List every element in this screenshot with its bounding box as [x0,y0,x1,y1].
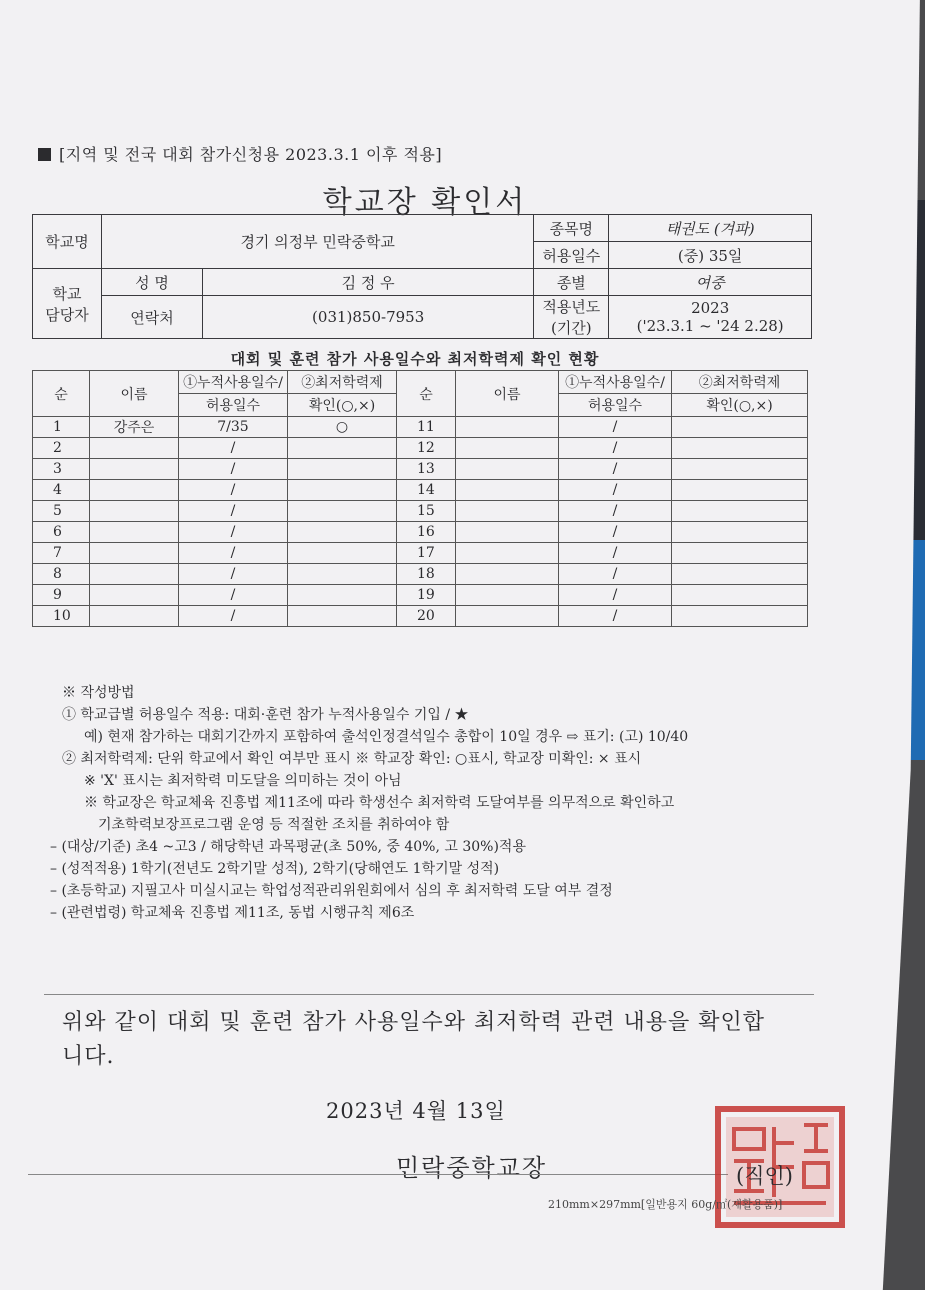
cell-days: / [179,522,288,543]
cell-no2: 20 [397,606,456,627]
col-days-2: ①누적사용일수/ [559,371,672,394]
cell-days2: / [559,606,672,627]
writing-instructions: ※ 작성방법 ① 학교급별 허용일수 적용: 대회·훈련 참가 누적사용일수 기입 / ★ 예) 현재 참가하는 대회기간까지 포함하여 출석인정결석일수 총합이 10일 경우 ⇨ 표기: (고) 10/40 ② 최저학력제: 단위 학교에서 확인 여부만 표시 ※ 학교장 확인: ○표시, 학교장 미확인: × 표시 ※ 'X' 표시는 최저학력 미도달을 의미하는 것이 아님 ※ 학교장은 학교체육 진흥법 제11조에 따라 학생선수 최저학력 도달여부를 의무적으로 확인하고 기초학력보장프로그램 운영 등 적절한 조치를 취하여야 함 – (대상/기준) 초4 ~고3 / 해당학년 과목평균(초 50%, 중 40%, 고 30%)적용 – (성적적용) 1학기(전년도 2학기말 성적), 2학기(당해연도 1학기말 성적) – (초등학교) 지필고사 미실시교는 학업성적관리위원회에서 심의 후 최저학력 도달 여부 결정 – (관련법령) 학교체육 진흥법 제11조, 동법 시행규칙 제6조 [62,682,688,924]
cell-academic2 [672,480,808,501]
cell-no2: 19 [397,585,456,606]
usage-rows [33,417,808,627]
cell-no: 6 [33,522,90,543]
cell-no2: 17 [397,543,456,564]
cell-days2: / [559,564,672,585]
paper-spec: 210mm×297mm[일반용지 60g/㎡(재활용품)] [548,1198,783,1211]
cell-name [90,459,179,480]
cell-no: 5 [33,501,90,522]
name-label: 성 명 [102,269,203,296]
cell-days2: / [559,417,672,438]
allowed-days-label: 허용일수 [534,242,609,269]
cell-name2 [456,417,559,438]
table-row [33,543,808,564]
cell-name2 [456,459,559,480]
sport-value: 태권도 (겨파) [609,215,812,242]
table-row [33,459,808,480]
cell-days: / [179,438,288,459]
cell-days: / [179,585,288,606]
notes-title: ※ 작성방법 [62,685,135,701]
phone-value: (031)850-7953 [203,296,534,339]
sport-label: 종목명 [534,215,609,242]
table-row [33,501,808,522]
cell-academic2 [672,606,808,627]
cell-name [90,522,179,543]
allowed-days-value: (중) 35일 [609,242,812,269]
document-header-note: [지역 및 전국 대회 참가신청용 2023.3.1 이후 적용] [38,142,442,165]
cell-name2 [456,606,559,627]
cell-days: / [179,459,288,480]
cell-days2: / [559,585,672,606]
cell-days: / [179,501,288,522]
cell-name [90,585,179,606]
cell-name2 [456,480,559,501]
principal-title: 민락중학교장 [396,1154,548,1182]
info-table [32,214,812,339]
cell-academic [288,564,397,585]
square-bullet-icon [38,148,51,161]
apply-year-value: 2023 ('23.3.1 ~ '24 2.28) [609,296,812,339]
school-name-value: 경기 의정부 민락중학교 [102,215,534,269]
cell-no2: 15 [397,501,456,522]
cell-days: / [179,543,288,564]
table-row [33,606,808,627]
cell-no2: 16 [397,522,456,543]
cell-days2: / [559,522,672,543]
apply-year-label: 적용년도 (기간) [534,296,609,339]
cell-days2: / [559,438,672,459]
cell-name2 [456,585,559,606]
confirmation-statement: 위와 같이 대회 및 훈련 참가 사용일수와 최저학력 관련 내용을 확인합 니다. [62,1010,765,1069]
document-title: 학교장 확인서 [322,185,528,220]
issue-date: 2023년 4월 13일 [326,1099,506,1123]
bottom-line [28,1174,728,1175]
cell-academic2 [672,522,808,543]
cell-days: / [179,606,288,627]
cell-no: 7 [33,543,90,564]
cell-days: / [179,564,288,585]
col-name: 이름 [90,371,179,417]
cell-days2: / [559,459,672,480]
cell-days: 7/35 [179,417,288,438]
cell-academic2 [672,417,808,438]
cell-no: 1 [33,417,90,438]
cell-name: 강주은 [90,417,179,438]
cell-academic2 [672,438,808,459]
cell-days: / [179,480,288,501]
cell-academic [288,438,397,459]
table-row [33,522,808,543]
cell-academic2 [672,543,808,564]
category-value: 여중 [609,269,812,296]
cell-academic2 [672,564,808,585]
table-row [33,564,808,585]
cell-name2 [456,522,559,543]
name-value: 김 정 우 [203,269,534,296]
cell-name2 [456,501,559,522]
cell-academic2 [672,585,808,606]
col-name-2: 이름 [456,371,559,417]
cell-days2: / [559,480,672,501]
cell-no2: 13 [397,459,456,480]
cell-name [90,480,179,501]
cell-name [90,564,179,585]
table-row [33,585,808,606]
cell-days2: / [559,543,672,564]
cell-no2: 12 [397,438,456,459]
usage-table: 순 이름 ①누적사용일수/ ②최저학력제 순 이름 ①누적사용일수/ ②최저학력제 허용일수 확인(○,×) 허용일수 확인(○,×) 1 강주은 7/35 ○ 11 / 2 / 12 / 3 / 13 / 4 / 14 / 5 / 15 / 6 / 16 / 7 / 17 / 8 / 18 / 9 / 19 / 10 / 20 / [32,370,808,627]
cell-name2 [456,564,559,585]
cell-academic [288,606,397,627]
seal-label: (직인) [736,1164,793,1188]
cell-academic [288,585,397,606]
cell-academic2 [672,459,808,480]
cell-no2: 18 [397,564,456,585]
cell-days2: / [559,501,672,522]
category-label: 종별 [534,269,609,296]
cell-academic [288,480,397,501]
usage-status-title: 대회 및 훈련 참가 사용일수와 최저학력제 확인 현황 [230,350,600,368]
cell-name [90,438,179,459]
col-academic: ②최저학력제 [288,371,397,394]
cell-no: 9 [33,585,90,606]
cell-academic2 [672,501,808,522]
cell-no2: 11 [397,417,456,438]
cell-name [90,501,179,522]
cell-no: 3 [33,459,90,480]
school-name-label: 학교명 [33,215,102,269]
cell-academic [288,522,397,543]
col-no-2: 순 [397,371,456,417]
cell-academic [288,459,397,480]
table-row [33,417,808,438]
cell-academic: ○ [288,417,397,438]
cell-no: 4 [33,480,90,501]
cell-academic [288,543,397,564]
cell-name2 [456,543,559,564]
cell-no2: 14 [397,480,456,501]
phone-label: 연락처 [102,296,203,339]
divider-line [44,994,814,995]
col-academic-2: ②최저학력제 [672,371,808,394]
cell-name [90,606,179,627]
col-days: ①누적사용일수/ [179,371,288,394]
col-no: 순 [33,371,90,417]
cell-academic [288,501,397,522]
contact-person-label: 학교 담당자 [33,269,102,339]
cell-name [90,543,179,564]
cell-no: 8 [33,564,90,585]
table-row [33,480,808,501]
table-row [33,438,808,459]
cell-name2 [456,438,559,459]
cell-no: 10 [33,606,90,627]
cell-no: 2 [33,438,90,459]
